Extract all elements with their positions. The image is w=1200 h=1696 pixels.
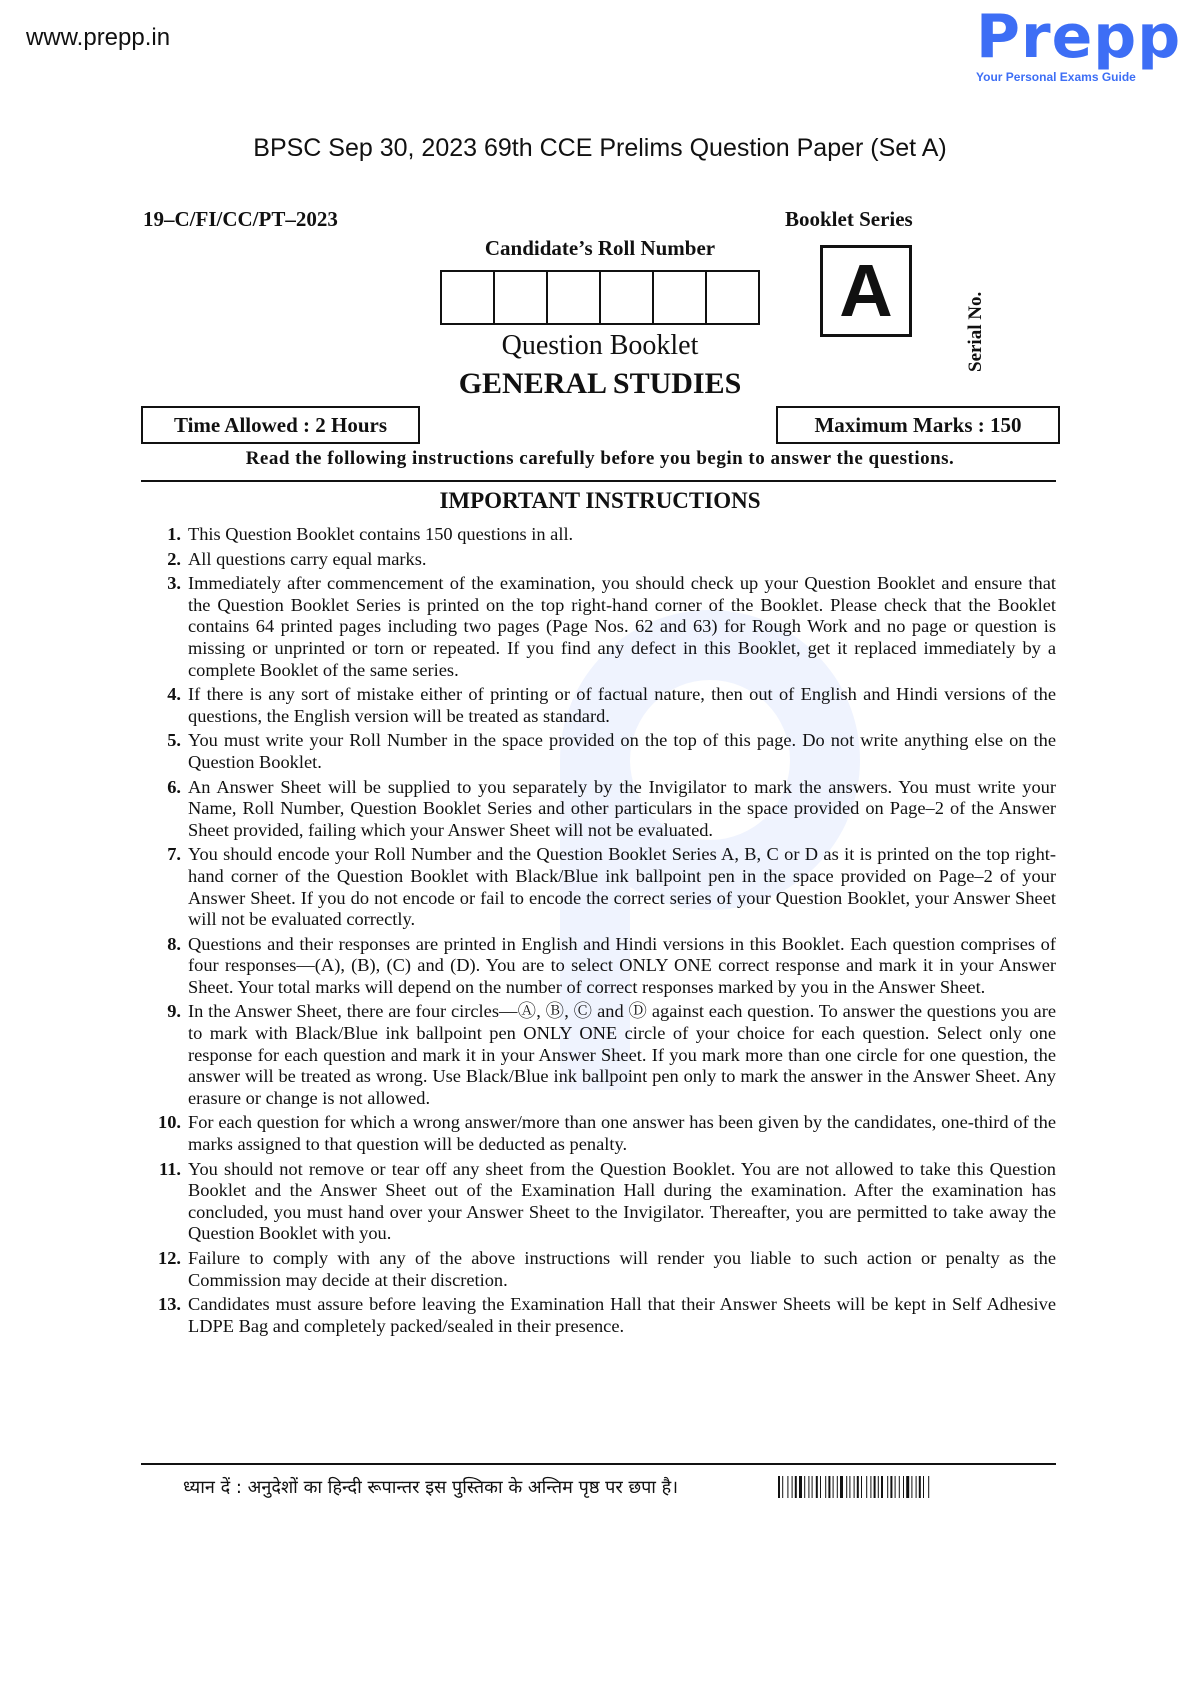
instruction-number: 7. (167, 844, 181, 865)
instruction-text: You should encode your Roll Number and the Question Booklet Series A, B, C or D as it is printed on the top right-hand corner of the Question Booklet with Black/Blue ink ballpoint pen in the space provided on Page–2 of your Answer Sheet. If you do not encode or fail to encode the correct series of your Question Booklet, your Answer Sheet will not be evaluated correctly. (188, 844, 1056, 930)
prepp-logo (976, 2, 1182, 86)
roll-number-box (495, 272, 548, 323)
logo-tagline: Your Personal Exams Guide (976, 70, 1136, 84)
instruction-number: 8. (167, 933, 181, 954)
instruction-text: If there is any sort of mistake either of printing or of factual nature, then out of English and Hindi versions of the questions, the English version will be treated as standard. (188, 684, 1056, 726)
booklet-series-label: Booklet Series (785, 207, 913, 231)
booklet-series-box (820, 245, 912, 337)
instruction-item (141, 1294, 1056, 1337)
paper-code: 19–C/FI/CC/PT–2023 (143, 207, 338, 231)
hindi-note: ध्यान दें : अनुदेशों का हिन्दी रूपान्तर इस पुस्तिका के अन्तिम पृष्ठ पर छपा है। (183, 1477, 679, 1498)
roll-number-label: Candidate’s Roll Number (484, 236, 716, 260)
instruction-item (141, 844, 1056, 930)
instruction-item (141, 549, 1056, 571)
instructions-list (141, 524, 1056, 1340)
instruction-text: You should not remove or tear off any sheet from the Question Booklet. You are not allowed to take this Question Booklet and the Answer Sheet out of the Examination Hall during the examination. After the examination has concluded, you must hand over your Answer Sheet to the Invigilator. Thereafter, you are permitted to take away the Question Booklet with you. (188, 1158, 1056, 1244)
booklet-series-letter: A (839, 249, 893, 332)
roll-number-boxes (440, 270, 760, 325)
site-url: www.prepp.in (26, 24, 171, 51)
instruction-number: 6. (167, 776, 181, 797)
maximum-marks: Maximum Marks : 150 (776, 406, 1060, 444)
instruction-item (141, 777, 1056, 842)
instruction-item (141, 684, 1056, 727)
instruction-number: 9. (167, 1001, 181, 1022)
subject-title: GENERAL STUDIES (458, 367, 742, 400)
instruction-item (141, 1001, 1056, 1109)
divider (141, 1463, 1056, 1465)
page-title: BPSC Sep 30, 2023 69th CCE Prelims Question Paper (Set A) (253, 134, 947, 162)
instruction-text: This Question Booklet contains 150 questions in all. (188, 524, 574, 544)
instruction-text: In the Answer Sheet, there are four circles—Ⓐ, Ⓑ, Ⓒ and Ⓓ against each question. To answer the questions you are to mark with Black/Blue ink ballpoint pen ONLY ONE circle of your choice for each question. Select only one response for each question and mark it in your Answer Sheet. If you mark more than one circle for one question, the answer will be treated as wrong. Use Black/Blue ink ballpoint pen only to mark the answer in the Answer Sheet. Any erasure or change is not allowed. (188, 1001, 1056, 1108)
booklet-label: Question Booklet (501, 330, 699, 361)
instruction-text: Questions and their responses are printed in English and Hindi versions in this Booklet. Each question comprises of four responses—(A), (B), (C) and (D). You are to select ONLY ONE correct response and mark it in your Answer Sheet. Your total marks will depend on the number of correct responses marked by you in the Answer Sheet. (188, 933, 1056, 997)
instruction-text: An Answer Sheet will be supplied to you separately by the Invigilator to mark the answers. You must write your Name, Roll Number, Question Booklet Series and other particulars in the space provided on Page–2 of the Answer Sheet provided, failing which your Answer Sheet will not be evaluated. (188, 776, 1056, 840)
barcode (778, 1476, 1048, 1498)
instruction-text: Candidates must assure before leaving the Examination Hall that their Answer Sheets will be kept in Self Adhesive LDPE Bag and completely packed/sealed in their presence. (188, 1294, 1056, 1336)
instruction-item (141, 524, 1056, 546)
roll-number-box (654, 272, 707, 323)
instruction-item (141, 730, 1056, 773)
instruction-text: For each question for which a wrong answer/more than one answer has been given by the candidates, one-third of the marks assigned to that question will be deducted as penalty. (188, 1112, 1056, 1155)
instructions-heading: IMPORTANT INSTRUCTIONS (439, 488, 761, 513)
time-allowed: Time Allowed : 2 Hours (141, 406, 420, 444)
instruction-item (141, 573, 1056, 681)
instruction-number: 2. (167, 548, 181, 569)
instruction-item (141, 1248, 1056, 1291)
divider (141, 480, 1056, 482)
serial-number-label: Serial No. (965, 291, 986, 372)
instruction-item (141, 1159, 1056, 1245)
instruction-text: All questions carry equal marks. (188, 548, 427, 569)
roll-number-box (548, 272, 601, 323)
instruction-number: 4. (167, 684, 181, 705)
instruction-number: 3. (167, 573, 181, 594)
instruction-item (141, 934, 1056, 999)
read-instructions-note: Read the following instructions carefully before you begin to answer the questions. (245, 448, 955, 469)
instruction-text: Immediately after commencement of the examination, you should check up your Question Booklet and ensure that the Question Booklet Series is printed on the top right-hand corner of the Booklet. Please check that the Booklet contains 64 printed pages including two pages (Page Nos. 62 and 63) for Rough Work and no page or question is missing or unprinted or torn or repeated. If you find any defect in this Booklet, get it replaced immediately by a complete Booklet of the same series. (188, 573, 1056, 680)
roll-number-box (707, 272, 758, 323)
logo-text: Prepp (976, 2, 1182, 72)
instruction-item (141, 1112, 1056, 1155)
instruction-number: 5. (167, 730, 181, 751)
instruction-number: 13. (158, 1294, 181, 1315)
instruction-number: 10. (158, 1112, 181, 1133)
instruction-number: 1. (167, 524, 181, 544)
instruction-number: 12. (158, 1248, 181, 1268)
instruction-text: Failure to comply with any of the above instructions will render you liable to such action or penalty as the Commission may decide at their discretion. (188, 1248, 1056, 1290)
roll-number-box (442, 272, 495, 323)
roll-number-box (601, 272, 654, 323)
instruction-text: You must write your Roll Number in the space provided on the top of this page. Do not write anything else on the Question Booklet. (188, 730, 1056, 772)
instruction-number: 11. (159, 1158, 181, 1179)
